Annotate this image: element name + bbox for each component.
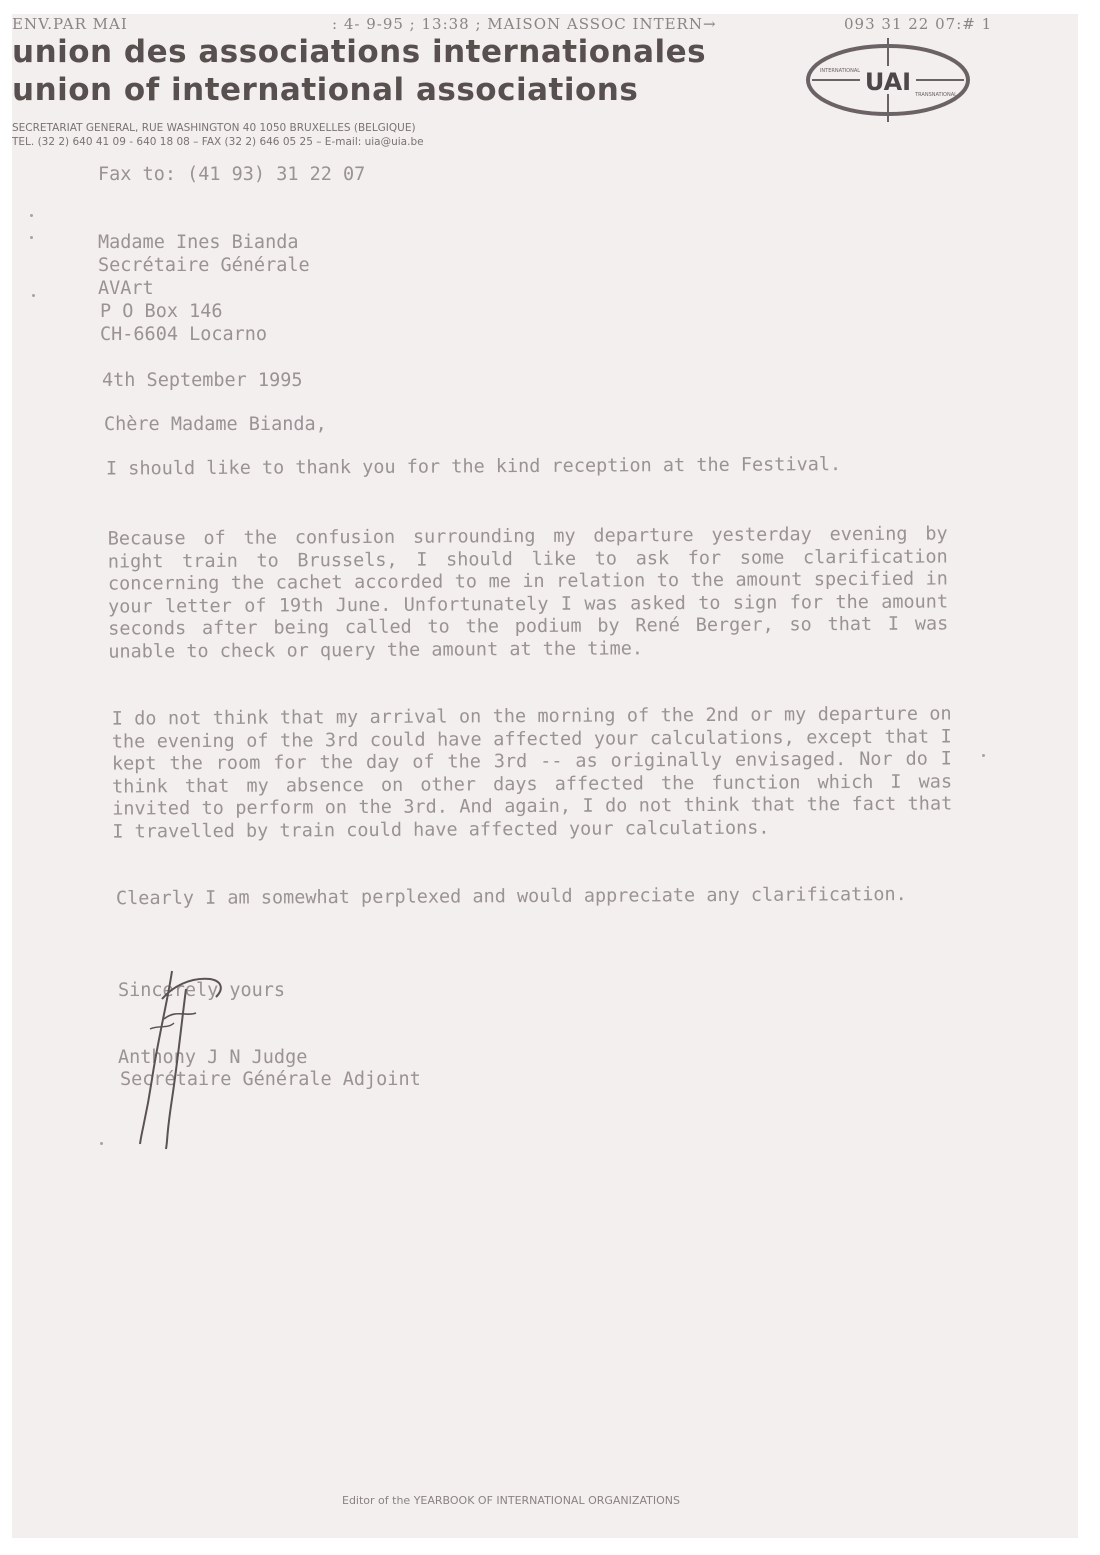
letterhead-footer: Editor of the YEARBOOK OF INTERNATIONAL ORGANIZATIONS [342, 1494, 680, 1507]
body-paragraph-4: Clearly I am somewhat perplexed and would appreciate any clarification. [115, 884, 907, 910]
scan-speck [30, 236, 33, 239]
body-paragraph-1: I should like to thank you for the kind reception at the Festival. [105, 454, 842, 480]
handwritten-signature [112, 959, 252, 1159]
fax-number: 093 31 22 07:# 1 [844, 15, 993, 33]
body-paragraph-3: I do not think that my arrival on the morning of the 2nd or my departure on the evening of the 3rd could have affected your calculations, except that I kept the room for the day of the 3rd -- as originally envisaged. Nor do I think that my absence on other days affected the function which I was invited to perform on the 3rd. And again, I do not think that the fact that I travelled by train could have affected your calculations. [111, 703, 953, 843]
recipient-po-box: P O Box 146 [100, 301, 223, 322]
scan-speck [30, 214, 33, 217]
fax-page [12, 14, 1078, 1538]
uai-logo [802, 30, 974, 128]
recipient-name: Madame Ines Bianda [98, 232, 299, 253]
fax-datetime: : 4- 9-95 ; 13:38 ; MAISON ASSOC INTERN→ [332, 15, 717, 33]
signer-title: Secrétaire Générale Adjoint [120, 1069, 421, 1090]
logo-top-ring-text: INTERNATIONAL [819, 68, 861, 74]
fax-to-line: Fax to: (41 93) 31 22 07 [98, 164, 366, 185]
recipient-title: Secrétaire Générale [98, 255, 310, 276]
salutation: Chère Madame Bianda, [104, 414, 327, 435]
org-name-fr: union des associations internationales [12, 34, 707, 70]
org-name-en: union of international associations [12, 72, 639, 108]
scan-speck [100, 1142, 103, 1145]
body-paragraph-2: Because of the confusion surrounding my departure yesterday evening by night train to Brussels, I should like to ask for some clarification concerning the cachet accorded to me in relation to the amount specified in your letter of 19th June. Unfortunately I was asked to sign for the amount seconds after being called to the podium by René Berger, so that I was unable to check or query the amount at the time. [107, 523, 949, 663]
closing: Sincerely yours [118, 980, 286, 1001]
logo-bottom-ring-text: TRANSNATIONAL [915, 92, 957, 98]
fax-sender: ENV.PAR MAI [12, 15, 128, 33]
signer-name: Anthony J N Judge [118, 1047, 308, 1068]
scan-speck [32, 294, 35, 297]
org-address-line1: SECRETARIAT GENERAL, RUE WASHINGTON 40 1050 BRUXELLES (BELGIQUE) [12, 122, 416, 134]
recipient-city: CH-6604 Locarno [100, 324, 268, 345]
recipient-organization: AVArt [98, 278, 154, 299]
org-address-line2: TEL. (32 2) 640 41 09 - 640 18 08 – FAX (32 2) 646 05 25 – E-mail: uia@uia.be [12, 136, 424, 148]
logo-text: UAI [864, 68, 912, 96]
letter-date: 4th September 1995 [102, 370, 303, 391]
scan-speck [982, 754, 985, 757]
